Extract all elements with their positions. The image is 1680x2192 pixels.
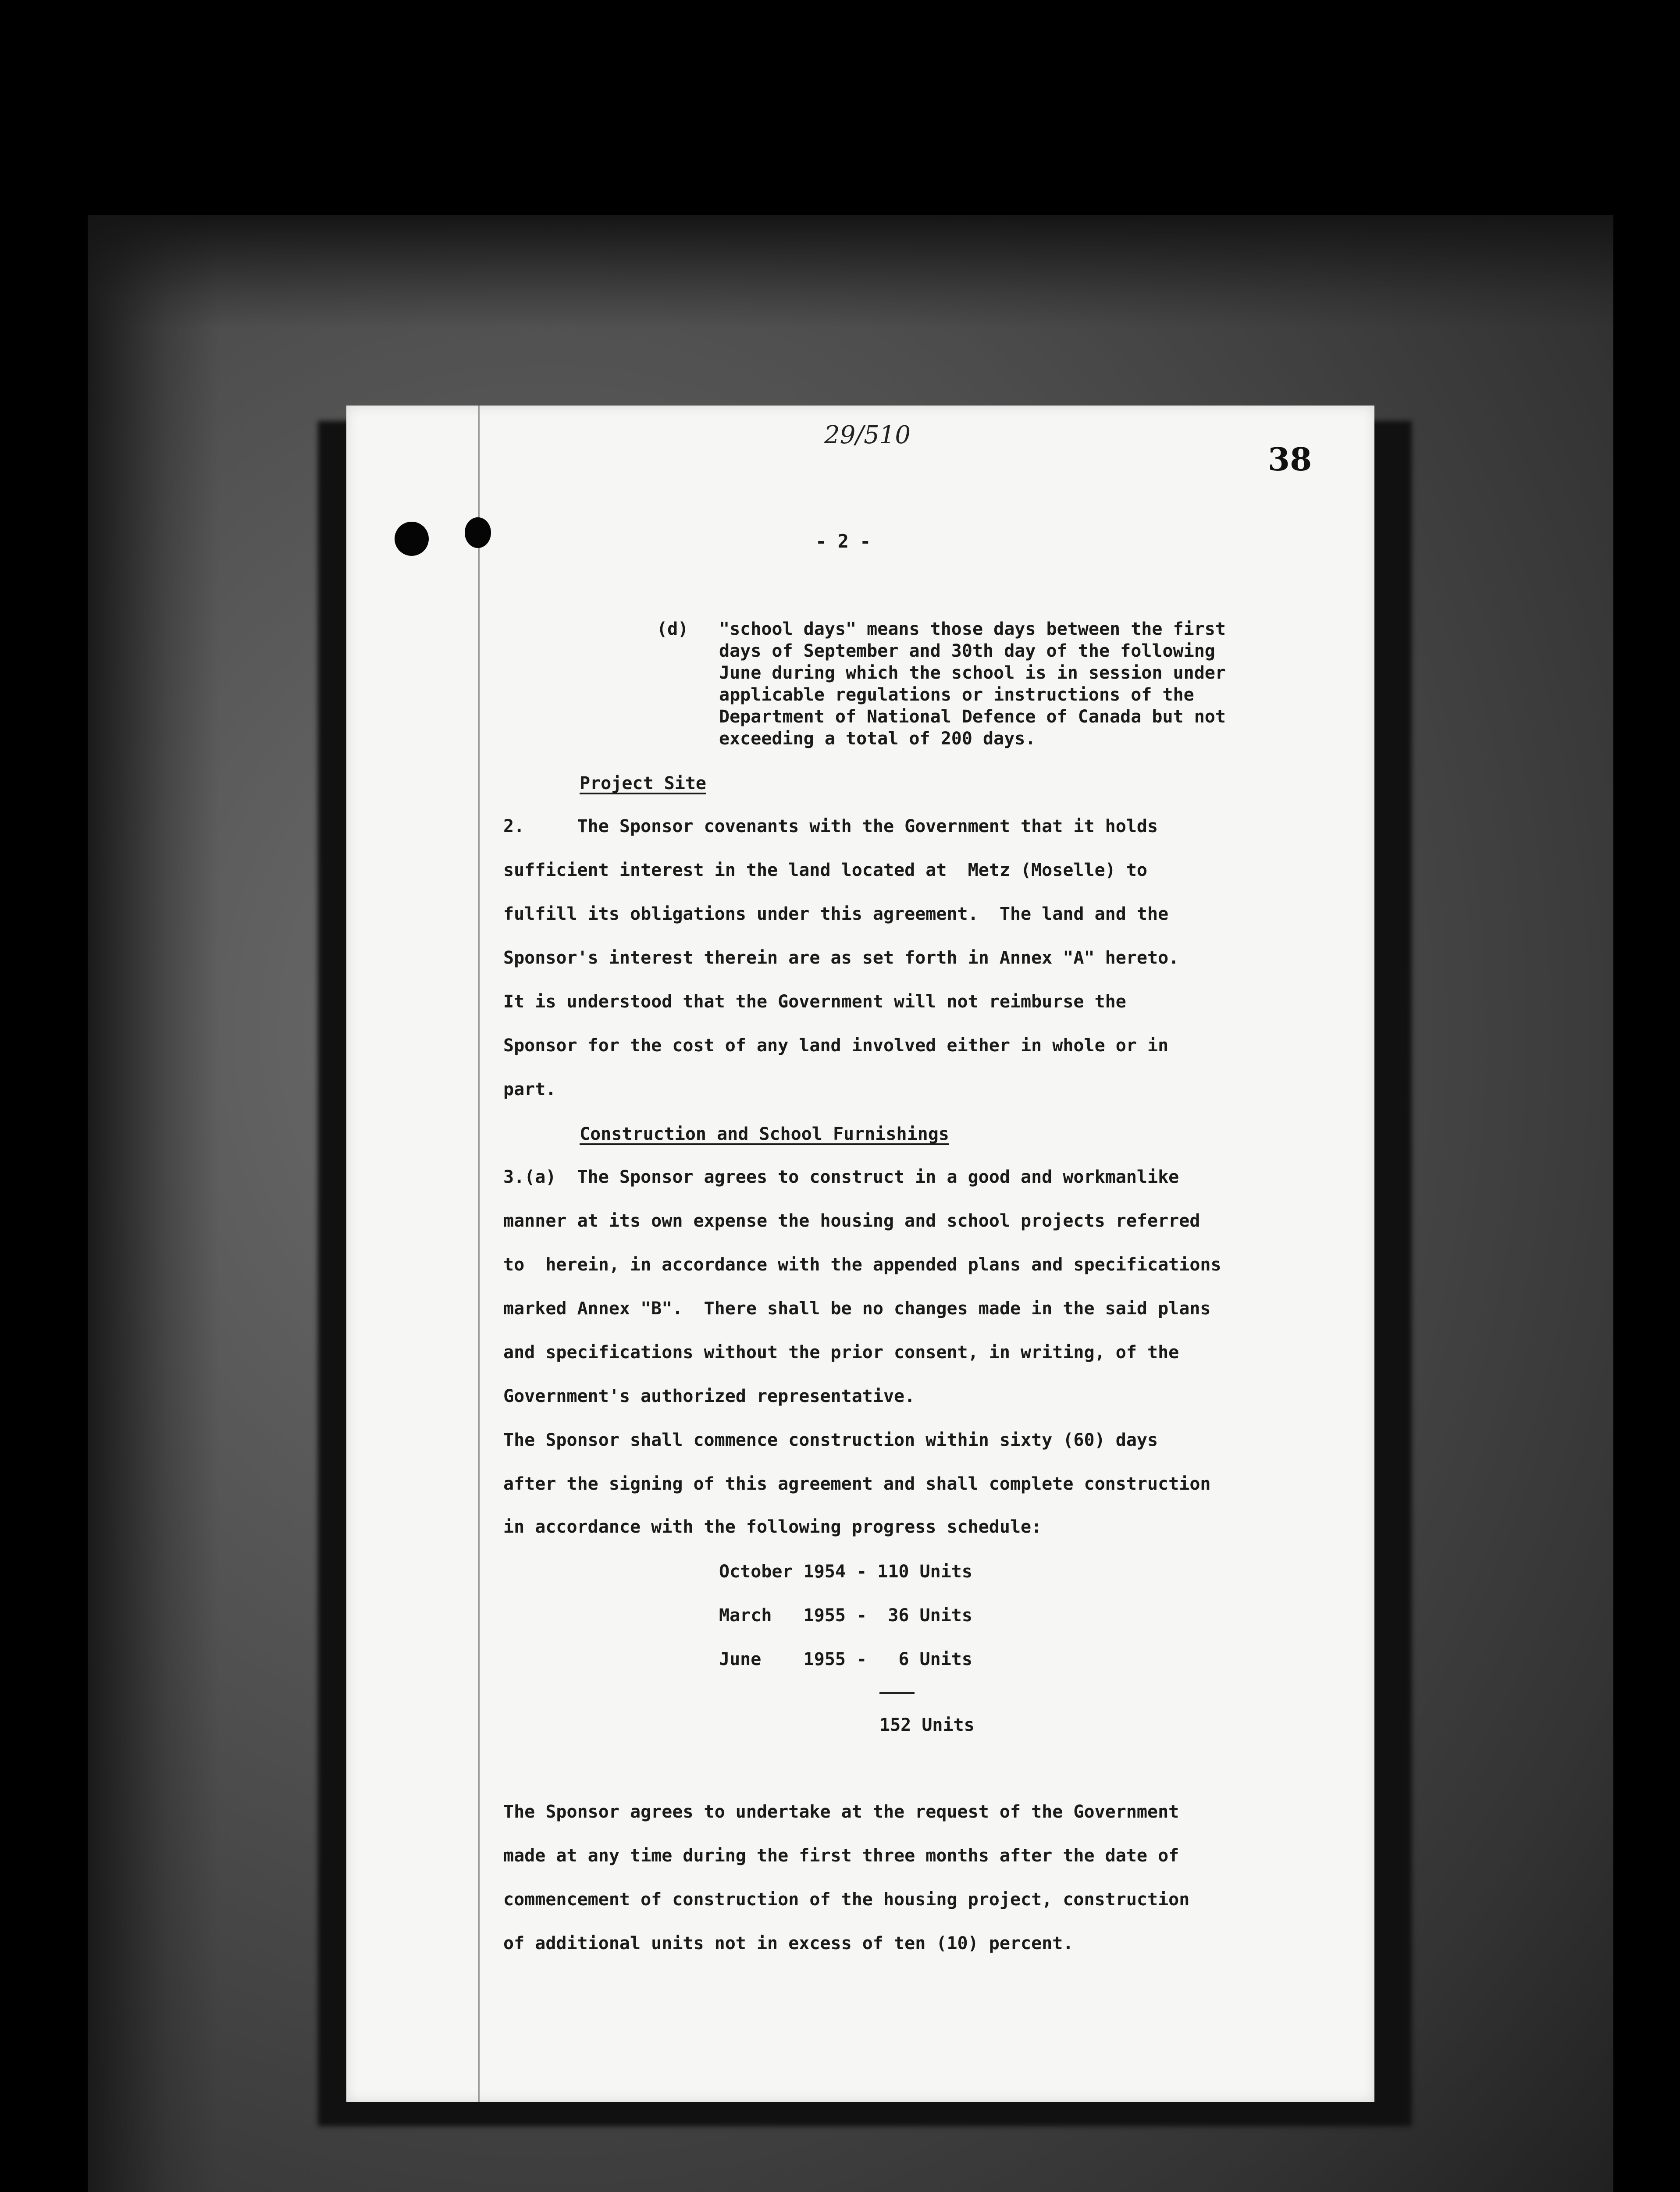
section-heading-project-site: Project Site: [580, 773, 706, 794]
page-stamp-number: 38: [1268, 441, 1312, 478]
definition-line: "school days" means those days between the first: [719, 619, 1226, 639]
total-rule: [879, 1692, 915, 1694]
definition-label: (d): [657, 619, 689, 639]
paragraph-line: and specifications without the prior consent, in writing, of the: [503, 1342, 1179, 1363]
paragraph-line: made at any time during the first three months after the date of: [503, 1846, 1179, 1866]
definition-line: days of September and 30th day of the following: [719, 641, 1215, 661]
definition-line: applicable regulations or instructions of the: [719, 685, 1194, 705]
paragraph-line: commencement of construction of the housing project, construction: [503, 1890, 1190, 1910]
paragraph-line: The Sponsor agrees to undertake at the request of the Government: [503, 1802, 1179, 1822]
definition-line: Department of National Defence of Canada but not: [719, 707, 1226, 727]
page-marker: - 2 -: [815, 530, 871, 552]
section-heading-construction: Construction and School Furnishings: [580, 1124, 949, 1144]
schedule-total: 152 Units: [879, 1715, 975, 1735]
paragraph-line: marked Annex "B". There shall be no changes made in the said plans: [503, 1299, 1211, 1319]
paragraph-line: 2. The Sponsor covenants with the Government that it holds: [503, 816, 1158, 836]
paragraph-line: to herein, in accordance with the appended plans and specifications: [503, 1255, 1221, 1275]
definition-line: June during which the school is in session under: [719, 663, 1226, 683]
punch-hole-icon: [465, 517, 491, 548]
paragraph-line: 3.(a) The Sponsor agrees to construct in a good and workmanlike: [503, 1167, 1179, 1187]
paragraph-line: part.: [503, 1079, 556, 1100]
paragraph-line: Sponsor for the cost of any land involved either in whole or in: [503, 1036, 1169, 1056]
paragraph-line: manner at its own expense the housing and school projects referred: [503, 1211, 1200, 1231]
handwritten-reference: 29/510: [824, 421, 911, 449]
backing-shadow: [88, 215, 219, 2192]
paragraph-line: It is understood that the Government will not reimburse the: [503, 992, 1126, 1012]
schedule-row: March 1955 - 36 Units: [719, 1605, 972, 1626]
paragraph-line: after the signing of this agreement and shall complete construction: [503, 1474, 1211, 1494]
schedule-row: June 1955 - 6 Units: [719, 1649, 972, 1669]
backing-shadow-top: [88, 215, 1613, 329]
paragraph-line: of additional units not in excess of ten (10) percent.: [503, 1933, 1074, 1954]
margin-rule: [478, 406, 480, 2102]
schedule-row: October 1954 - 110 Units: [719, 1562, 972, 1582]
paragraph-line: in accordance with the following progress schedule:: [503, 1517, 1042, 1537]
paragraph-line: sufficient interest in the land located at Metz (Moselle) to: [503, 860, 1148, 880]
paragraph-line: The Sponsor shall commence construction within sixty (60) days: [503, 1430, 1158, 1450]
paragraph-line: Sponsor's interest therein are as set forth in Annex "A" hereto.: [503, 948, 1179, 968]
paragraph-line: fulfill its obligations under this agreement. The land and the: [503, 904, 1169, 924]
paragraph-line: Government's authorized representative.: [503, 1386, 915, 1406]
definition-line: exceeding a total of 200 days.: [719, 729, 1036, 749]
punch-hole-icon: [395, 522, 429, 556]
